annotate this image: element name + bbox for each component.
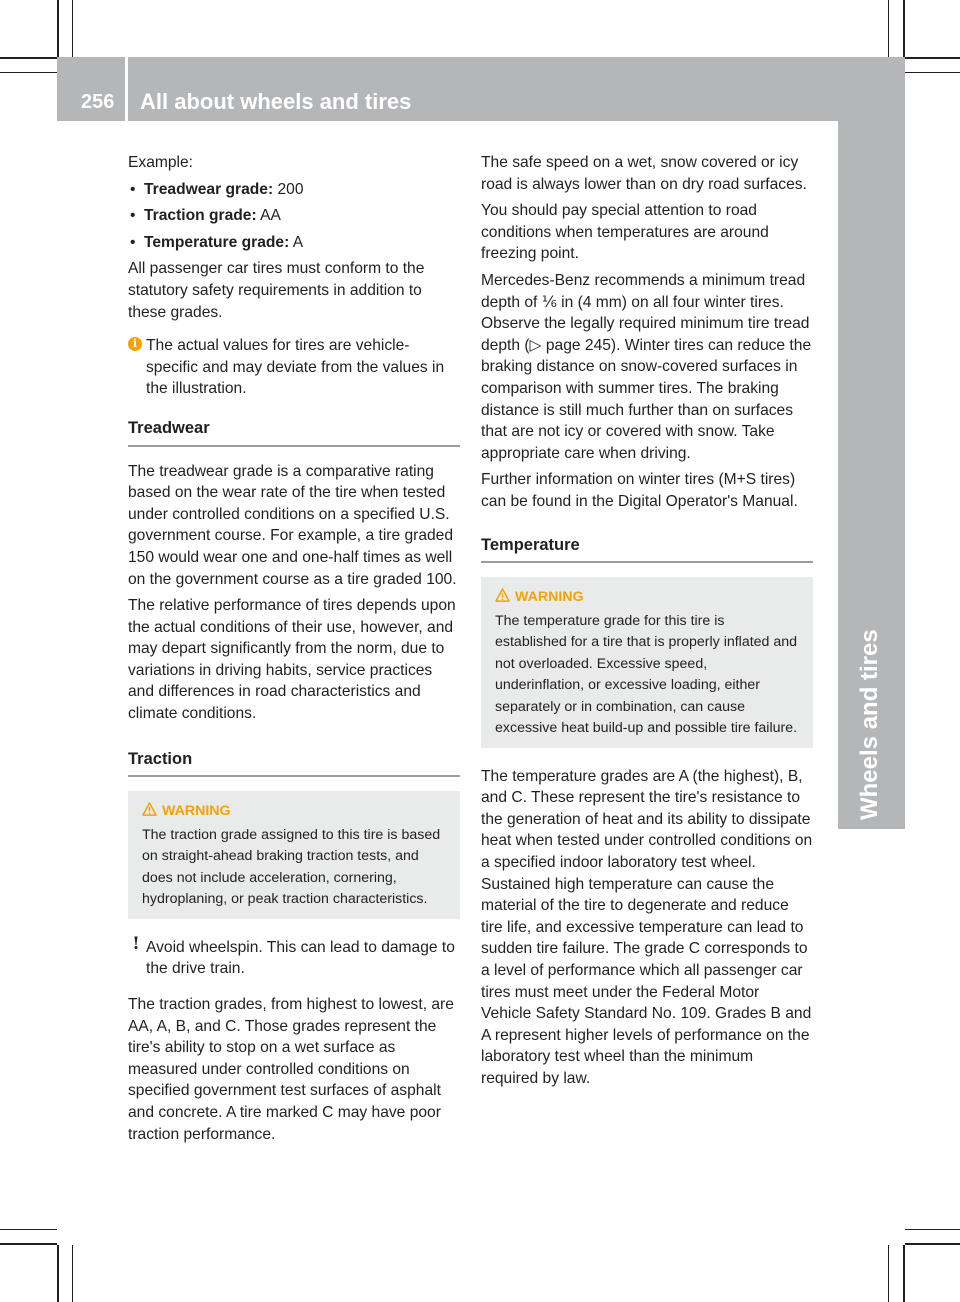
grade-value: A <box>289 233 304 251</box>
header-separator <box>125 57 128 121</box>
bullet-icon: • <box>130 180 136 198</box>
grade-value: 200 <box>273 180 304 198</box>
warning-title: WARNING <box>515 589 584 606</box>
body-paragraph: Mercedes-Benz recommends a minimum tread depth of ⅙ in (4 mm) on all four winter tires. Observe the legally required minimum tire tread depth (▷ page 245). Winter tires can reduce the braking distance on snow-covered surfaces in comparison with summer tires. The braking distance is still much further than on surfaces that are not icy or covered with snow. Take appropriate care when driving. <box>481 271 812 462</box>
warning-text: The traction grade assigned to this tire is based on straight-ahead braking traction tests, and does not include acceleration, cornering, hydroplaning, or peak traction characteristics. <box>142 826 441 908</box>
warning-title: WARNING <box>162 803 231 820</box>
crop-mark <box>905 72 960 73</box>
bullet-icon: • <box>130 207 136 225</box>
page-number: 256 <box>81 91 115 113</box>
crop-mark <box>903 1245 905 1302</box>
crop-mark <box>888 0 889 57</box>
crop-mark <box>57 0 59 57</box>
traction-paragraph: The traction grades, from highest to lowest, are AA, A, B, and C. Those grades represent the tire's ability to stop on a wet surface as measured under controlled conditions on specified government test surfaces of asphalt and concrete. A tire marked C may have poor traction performance. <box>128 995 454 1143</box>
bullet-icon: • <box>130 233 136 251</box>
info-icon: i <box>128 337 142 351</box>
crop-mark <box>905 1229 960 1230</box>
grade-label: Traction grade: <box>144 207 257 225</box>
warning-box <box>128 791 460 919</box>
warning-heading <box>495 587 799 609</box>
temperature-paragraph: The temperature grades are A (the highest), B, and C. These represent the tire's resistance to the generation of heat and its ability to dissipate heat when tested under controlled conditions on a specified indoor laboratory test wheel. Sustained high temperature can cause the material of the tire to degenerate and reduce tire life, and excessive temperature can lead to sudden tire failure. The grade C corresponds to a level of performance which all passenger car tires must meet under the Federal Motor Vehicle Safety Standard No. 109. Grades B and A represent higher levels of performance on the laboratory test wheel than the minimum required by law. <box>481 767 813 1087</box>
left-column <box>128 152 460 1150</box>
warning-text: The temperature grade for this tire is established for a tire that is properly inflated and not overloaded. Excessive speed, underinflation, or excessive loading, either separately or in combination, can cause excessive heat build-up and possible tire failure. <box>495 612 798 737</box>
list-item <box>128 179 460 201</box>
body-paragraph: The safe speed on a wet, snow covered or icy road is always lower than on dry road surfaces. <box>481 154 807 193</box>
grade-value: AA <box>256 207 281 225</box>
list-item <box>128 205 460 227</box>
chapter-tab-label: Wheels and tires <box>856 629 883 820</box>
crop-mark <box>0 57 57 59</box>
body-paragraph: Further information on winter tires (M+S tires) can be found in the Digital Operator's Manual. <box>481 471 798 510</box>
example-label: Example: <box>128 154 194 171</box>
info-note-text: The actual values for tires are vehicle-specific and may deviate from the values in the illustration. <box>146 337 445 398</box>
section-heading-traction: Traction <box>128 749 460 778</box>
crop-mark <box>72 1245 73 1302</box>
crop-mark <box>0 1243 57 1245</box>
warning-heading <box>142 801 446 823</box>
treadwear-paragraph: The relative performance of tires depends upon the actual conditions of their use, however, and may depart significantly from the norm, due to variations in driving habits, service practices and differences in road characteristics and climate conditions. <box>128 597 456 723</box>
section-heading-treadwear: Treadwear <box>128 418 460 447</box>
grade-label: Temperature grade: <box>144 233 290 251</box>
list-item <box>128 232 460 254</box>
info-note <box>128 335 460 400</box>
page-title: All about wheels and tires <box>140 89 412 114</box>
crop-mark <box>905 1243 960 1245</box>
page-header <box>57 57 905 121</box>
warning-icon <box>142 802 157 817</box>
crop-mark <box>72 0 73 57</box>
crop-mark <box>0 1229 57 1230</box>
crop-mark <box>888 1245 889 1302</box>
caution-note-text: Avoid wheelspin. This can lead to damage to the drive train. <box>146 938 455 978</box>
caution-note <box>128 933 460 980</box>
warning-box <box>481 577 813 748</box>
crop-mark <box>57 1245 59 1302</box>
body-paragraph: You should pay special attention to road conditions when temperatures are around freezing point. <box>481 202 769 263</box>
crop-mark <box>905 57 960 59</box>
treadwear-paragraph: The treadwear grade is a comparative rating based on the wear rate of the tire when tested under controlled conditions on a specified U.S. government course. For example, a tire graded 150 would wear one and one-half times as well on the government course as a tire graded 100. <box>128 462 457 588</box>
grade-label: Treadwear grade: <box>144 180 274 198</box>
crop-mark <box>0 72 57 73</box>
conform-text: All passenger car tires must conform to the statutory safety requirements in addition to these grades. <box>128 260 425 321</box>
crop-mark <box>903 0 905 57</box>
right-column <box>481 152 813 1095</box>
warning-icon <box>495 588 510 603</box>
exclamation-icon: ! <box>132 933 140 954</box>
section-heading-temperature: Temperature <box>481 535 813 564</box>
